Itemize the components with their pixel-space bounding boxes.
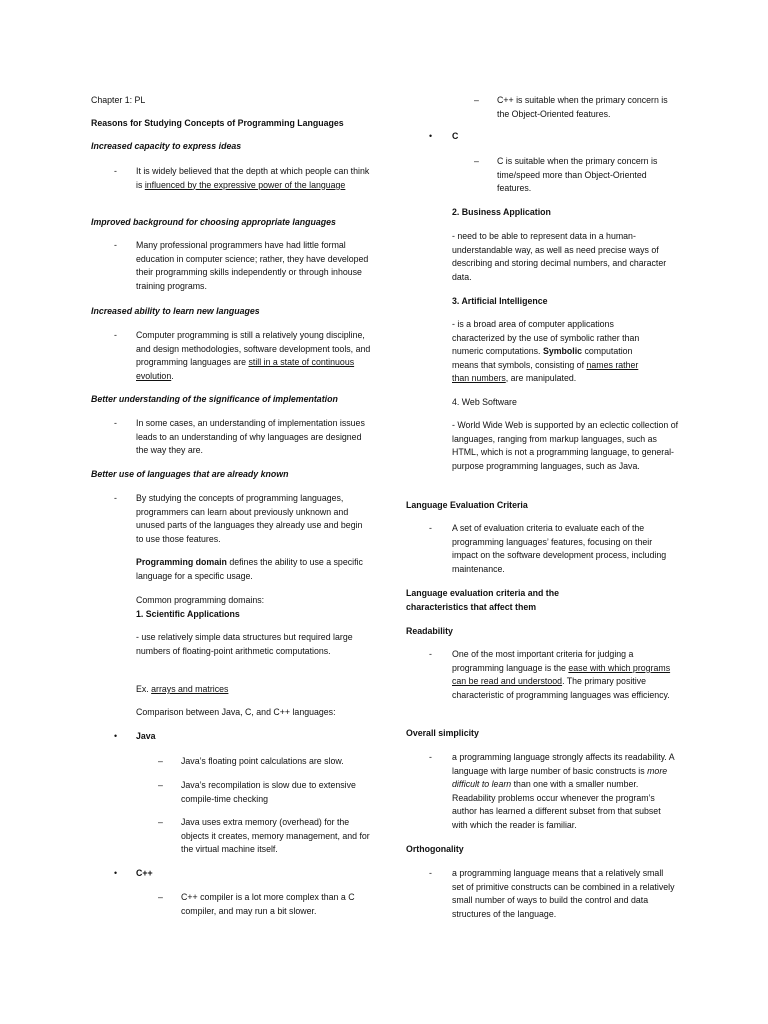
scientific-applications-desc: - use relatively simple data structures but required large numbers of floating-point arithmetic computations. [136,632,353,656]
chapter-label: Chapter 1: PL [91,95,146,105]
list-dash: - [114,240,117,250]
list-dash: - [429,523,432,533]
readability-heading: Readability [406,626,453,636]
endash: – [474,95,479,105]
cpp-point-2: C++ is suitable when the primary concern is the Object-Oriented features. [497,95,668,119]
language-evaluation-desc: A set of evaluation criteria to evaluate each of the programming languages’ features, focusing on their impact on the software development process, including maintenance. [452,523,667,574]
business-applications-desc: - need to be able to represent data in a human-understandable way, as well as need precise ways of describing and storing decimal numbers, and character data. [452,231,667,282]
endash: – [474,156,479,166]
paragraph-choosing-languages: Many professional programmers have had little formal education in computer science; rather, they have developed their programming skills independently or through inhouse training programs. [136,240,369,291]
orthogonality-heading: Orthogonality [406,844,464,854]
java-heading: Java [136,731,156,741]
page-title: Reasons for Studying Concepts of Programming Languages [91,118,344,128]
comparison-intro: Comparison between Java, C, and C++ languages: [136,707,336,717]
readability-desc: One of the most important criteria for judging a programming language is the ease with which programs can be read and understood. The primary positive characteristic of programming languages was efficiency. [452,649,671,700]
list-dash: - [114,418,117,428]
list-dash: - [114,493,117,503]
cpp-heading: C++ [136,868,153,878]
artificial-intelligence-desc: - is a broad area of computer applications characterized by the use of symbolic rather than numeric computations. Symbolic computation means that symbols, consisting of names rather than numbers, are manipulated. [452,319,640,384]
business-applications-heading: 2. Business Application [452,207,551,217]
overall-simplicity-desc: a programming language strongly affects its readability. A language with large number of basic constructs is more difficult to learn than one with a smaller number. Readability problems occur whenever the program’s author has learned a different subset from that subset with which the reader is familiar. [452,752,675,830]
list-dash: - [429,649,432,659]
criteria-characteristics-heading: Language evaluation criteria and the characteristics that affect them [406,588,560,612]
artificial-intelligence-heading: 3. Artificial Intelligence [452,296,548,306]
cpp-point-1: C++ compiler is a lot more complex than a C compiler, and may run a bit slower. [181,892,355,916]
paragraph-implementation: In some cases, an understanding of implementation issues leads to an understanding of why languages are designed the way they are. [136,418,365,456]
c-point-1: C is suitable when the primary concern is time/speed more than Object-Oriented features. [497,156,658,194]
paragraph-known-languages: By studying the concepts of programming languages, programmers can learn about previously unknown and unused parts of the languages they already use and begin to use those features. [136,493,363,544]
orthogonality-desc: a programming language means that a relatively small set of primitive constructs can be combined in a relatively small number of ways to build the control and data structures of the language. [452,868,675,919]
java-point-3: Java uses extra memory (overhead) for the objects it creates, memory management, and for the virtual machine itself. [181,817,370,855]
heading-express-ideas: Increased capacity to express ideas [91,141,242,151]
list-dash: - [429,752,432,762]
common-domains-label: Common programming domains: [136,595,265,605]
programming-domain-definition: Programming domain defines the ability to use a specific language for a specific usage. [136,557,363,581]
endash: – [158,892,163,902]
endash: – [158,780,163,790]
java-point-1: Java’s floating point calculations are slow. [181,756,344,766]
paragraph-express-ideas: It is widely believed that the depth at which people can think is influenced by the expressive power of the language [136,166,370,190]
heading-learn-languages: Increased ability to learn new languages [91,306,260,316]
heading-choosing-languages: Improved background for choosing appropriate languages [91,217,336,227]
language-evaluation-heading: Language Evaluation Criteria [406,500,528,510]
list-dash: - [114,330,117,340]
bullet-icon: • [114,731,118,741]
example-line: Ex. arrays and matrices [136,684,229,694]
heading-known-languages: Better use of languages that are already known [91,469,289,479]
endash: – [158,817,163,827]
overall-simplicity-heading: Overall simplicity [406,728,479,738]
web-software-desc: - World Wide Web is supported by an eclectic collection of languages, ranging from markup languages, such as HTML, which is not a programming language, to general-purpose programming languages, such as Java. [452,420,679,471]
list-dash: - [114,166,117,176]
heading-implementation: Better understanding of the significance of implementation [91,394,338,404]
java-point-2: Java’s recompilation is slow due to extensive compile-time checking [181,780,356,804]
scientific-applications-heading: 1. Scientific Applications [136,609,240,619]
list-dash: - [429,868,432,878]
c-heading: C [452,131,459,141]
endash: – [158,756,163,766]
bullet-icon: • [429,131,433,141]
web-software-heading: 4. Web Software [452,397,517,407]
paragraph-learn-languages: Computer programming is still a relatively young discipline, and design methodologies, software development tools, and programming languages are still in a state of continuous evolution. [136,330,371,381]
bullet-icon: • [114,868,118,878]
